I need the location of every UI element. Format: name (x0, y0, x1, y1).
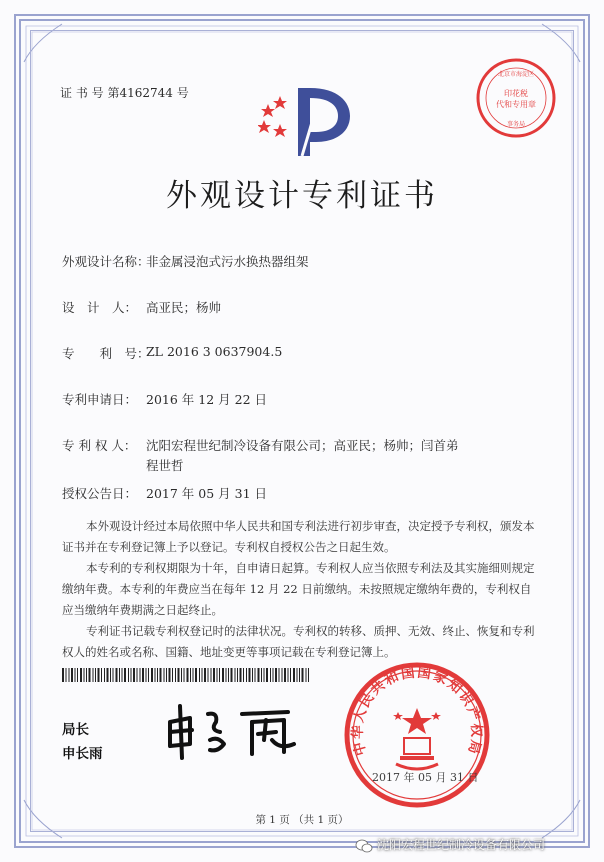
body-paragraph-2: 本专利的专利权期限为十年，自申请日起算。专利权人应当依照专利法及其实施细则规定缴纳年费。本专利的年费应当在每年 12 月 22 日前缴纳。未按照规定缴纳年费的，专利权自应当缴纳年费期满之日起终止。 (62, 561, 535, 617)
body-paragraph-1: 本外观设计经过本局依照中华人民共和国专利法进行初步审查，决定授予专利权，颁发本证书并在专利登记簿上予以登记。专利权自授权公告之日起生效。 (62, 519, 535, 554)
svg-text:代和专用章: 代和专用章 (496, 100, 536, 109)
certificate-title: 外观设计专利证书 (166, 178, 438, 214)
wechat-watermark (355, 836, 595, 856)
national-ip-office-seal (342, 660, 492, 810)
patentee-value-line1: 沈阳宏程世纪制冷设备有限公司；高亚民；杨帅；闫首弟 (146, 438, 459, 453)
page-counter: 第 1 页 （共 1 页） (255, 814, 349, 826)
certificate-number: 证 书 号 第4162744 号 (60, 86, 189, 100)
certificate-body (62, 516, 542, 663)
patentee-value-line2: 程世哲 (146, 458, 184, 473)
filing-date-value: 2016 年 12 月 22 日 (146, 392, 267, 407)
svg-text:北京市海淀区: 北京市海淀区 (497, 71, 535, 78)
svg-text:中华人民共和国国家知识产权局: 中华人民共和国国家知识产权局 (349, 664, 485, 758)
designer-label: 设 计 人： (62, 300, 138, 315)
announce-date-label: 授权公告日： (62, 486, 138, 501)
handwritten-signature (160, 700, 310, 764)
barcode (62, 668, 312, 682)
patent-office-logo-icon (258, 82, 358, 162)
filing-date-label: 专利申请日： (62, 392, 138, 407)
body-paragraph-3: 专利证书记载专利权登记时的法律状况。专利权的转移、质押、无效、终止、恢复和专利权人的姓名或名称、国籍、地址变更等事项记载在专利登记簿上。 (62, 624, 535, 659)
director-name-label: 申长雨 (62, 746, 103, 762)
watermark-text: 沈阳宏程世纪制冷设备有限公司 (377, 838, 546, 852)
patent-number-label: 专 利 号： (62, 346, 150, 361)
patent-number-value: ZL 2016 3 0637904.5 (146, 344, 283, 359)
svg-text:事务局: 事务局 (506, 121, 526, 128)
wechat-icon (355, 839, 373, 853)
announce-date-value: 2017 年 05 月 31 日 (146, 486, 267, 501)
director-title: 局长 (62, 722, 89, 738)
design-name-label: 外观设计名称： (62, 254, 150, 269)
agency-seal (474, 56, 558, 140)
design-name-value: 非金属浸泡式污水换热器组架 (146, 254, 309, 269)
svg-text:印花税: 印花税 (504, 89, 528, 98)
patentee-label: 专 利 权 人： (62, 438, 137, 453)
designer-value: 高亚民；杨帅 (146, 300, 222, 315)
seal-date: 2017 年 05 月 31 日 (372, 771, 479, 784)
